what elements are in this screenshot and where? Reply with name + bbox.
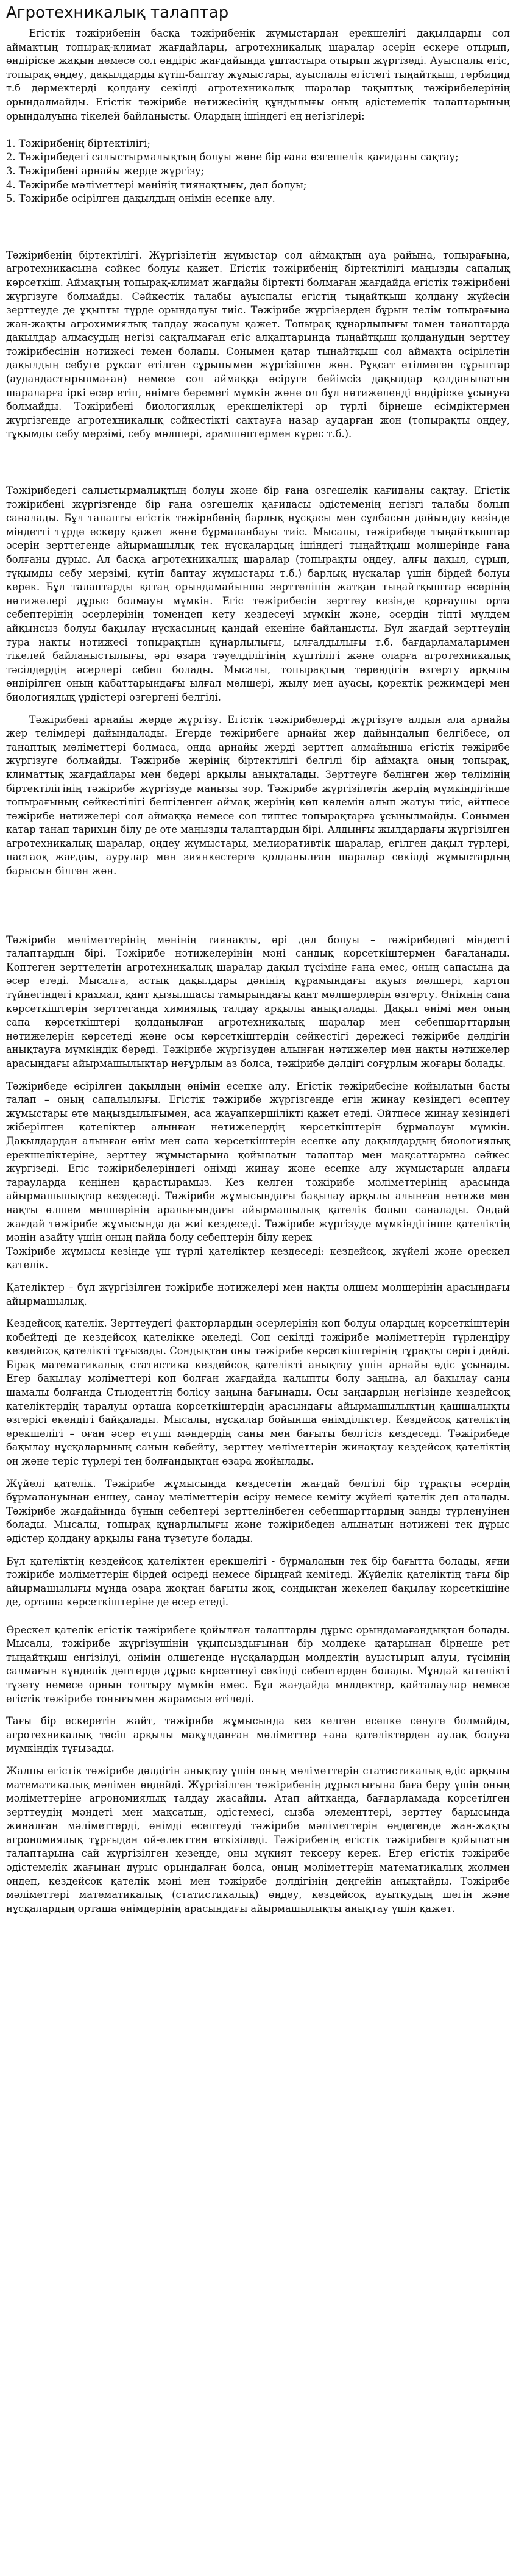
section-gross-error: Өрескел қателік егістік тәжірибеге қойылған талаптарды дұрыс орындамағандықтан болады. Мысалы, тәжірибе жүргізушінің ұқыпсыздығынан бір мөлдеке қатарынан бірнеше рет тыңайтқыш енгізілуі, өнімін өлшегенде нұсқалардың мөлдектің ауыстырып алуы, түсімнің салмағын күнделік дәптерде дұрыс көрсетпеуі секілді себептерден болады. Мұндай қателікті түзету немесе орнын толтыру мүмкін емес. Бұл жағдайда мөлдектер, қайталаулар немесе егістік тәжірибе тонығымен жарамсыз етіледі. [6, 1624, 510, 1705]
list-item: 3. Тәжірибені арнайы жерде жүргізу; [6, 165, 205, 177]
page-title: Агротехникалық талаптар [6, 4, 229, 22]
spacer [6, 705, 510, 713]
requirements-list [6, 137, 510, 206]
spacer [6, 1546, 510, 1555]
section-statistics: Жалпы егістік тәжірибе дәлдігін анықтау үшін оның мәліметтерін статистикалық әдіс арқылы математикалық мәлімен өңдейді. Жүргізілген тәжірибенің дұрыстығына баға беру үшін оның мәліметтеріне агрономиялық талдау жасайды. Атап айтқанда, бағдарламада көрсетілген зерттеудің мәндеті мен мақсатын, әдістемесі, сызба элементтері, зерттеу барысында жиналған мәліметтерді, өнімді есептеуді тәжірибе мәліметтерін өңдегенде жан-жақты агрономиялық тұрғыдан ой-електтен өткізіледі. Тәжірибенің егістік тәжірибеге қойылатын талаптарына сай жүргізілген кезеңде, оны мұқият тексеру керек. Егер егістік тәжірибе әдістемелік жағынан дұрыс орындалған болса, оның мәліметтерін математикалық жолмен өңдеп, кездейсоқ қателік мәні мен тәжірибе дәлдігінің деңгейін анықтайды. Тәжірибе мәліметтері математикалық (статистикалық) өңдеу, кездейсоқ ауытқудың шегін және нұсқалардың орташа өнімдерінің арасындағы айырмашылықты анықтау үшін қажет. [6, 1764, 510, 1914]
spacer [6, 1308, 510, 1317]
section-comparability: Тәжірибедегі салыстырмалықтың болуы және бір ғана өзгешелік қағиданы сақтау. Егістік тәжірибені жүргізгенде бір ғана өзгешелік қағидасы әдістеменің негізгі талабы болып саналады. Бұл талапты егістік тәжірибенің барлық нұсқасы мен сұлбасын дайындау кезінде міндетті түрде ескеру қажет және бұрмаланбауы тиіс. Мысалы, тәжірибеде тыңайтқыштар әсерін зерттегенде айырмашылық тек нұсқалардың ішіндегі тыңайтқыш мөлшерінде ғана болғаны дұрыс. Ал басқа агротехникалық шаралар (топырақты өңдеу, алғы дақыл, сұрып, тұқымды себу мерзімі, күтіп баптау жұмыстары т.б.) барлық нұсқалар үшін бірдей болуы керек. Бұл талаптарды қатаң орындамайынша зерттеліпін жатқан тыңайтқыштар әсерінің нәтижелері дұрыс болмауы мүмкін. Егіс тәжірибесін зерттеу кезінде қорғаушы орта себептерінің әсерлерінің төмендеп кету кездесеуі мүмкін және, әсердің тіпті мүлдем айқынсыз болуы бақылау нұсқасының қандай екеніне байланысты. Бұл жағдай зерттеудің тура нақты нәтижесі топырақтың құнарлылығы, ылғалдылығы т.б. бағдарламаларымен тікелей байланыстылығы, әрі өзара тәуелділігінің күштілігі және оларға агротехникалық тәсілдердің әсерлері себеп болады. Мысалы, топырақтың тереңдігін өзгерту арқылы өндірілген оның қабаттарындағы ылғал мөлшері, жылу мен ауасы, қоректік режимдері мен биологиялық үрдістері өзгергені белгілі. [6, 485, 510, 703]
list-item: 4. Тәжірибе мәліметтері мәнінің тиянақтығы, дәл болуы; [6, 179, 307, 191]
section-systematic-difference: Бұл қателіктің кездейсоқ қателіктен ерекшелігі - бұрмаланың тек бір бағытта болады, яғни тәжірибе мәліметтерін бірдей өсіреді немесе бірыңғай кемітеді. Жүйелік қателіктің тағы бір айырмашылығы мұнда өзара жоқтан бағыты жоқ, сондықтан жекелеп бақылау көрсеткішіне де, орташа көрсеткіштеріне де әсер етеді. [6, 1555, 510, 1608]
spacer [6, 1272, 510, 1281]
section-error-types: Тәжірибе жұмысы кезінде үш түрлі қателіктер кездеседі: кездейсоқ, жүйелі және өрескел қателік. [6, 1245, 510, 1271]
spacer [6, 1071, 510, 1080]
section-error-definition: Қателіктер – бұл жүргізілген тәжірибе нәтижелері мен нақты өлшем мөлшерінің арасындағы айырмашылық. [6, 1281, 510, 1307]
section-accuracy: Тәжірибе мәліметтерінің мәнінің тиянақты, әрі дәл болуы – тәжірибедегі міндетті талаптардың бірі. Тәжірибе нәтижелерінің мәні сандық көрсеткіштермен бағаланады. Көптеген зерттелетін агротехникалық шаралар дақыл түсіміне ғана емес, оның сапасына да әсер етеді. Мысалға, астық дақылдары дәнінің құрамындағы ақуыз мөлшері, картоп түйнегіндегі крахмал, қант қызылшасы тамырындағы қант мөлшерлерін өзгерту. Өнімнің сапа көрсеткіштерін зерттеганда химиялық талдау арқылы анықталады. Дақыл өнімі мен оның сапа көрсеткіштері қолданылған агротехникалық шаралар мен себепшарттардың нәтижелерін көрсетеді және осы көрсеткіштердің сәйкестігі дәрежесі тәжірибе дәлдігін анықтауға мүмкіндік береді. Тәжірибе жүргізуден алынған нәтижелер мен нақты нәтижелер арасындағы айырмашылықтар неғұрлым аз болса, тәжірибе дәлдігі соғұрлым жоғары болады. [6, 933, 510, 1069]
spacer [6, 1610, 510, 1624]
section-random-error: Кездейсоқ қателік. Зерттеудегі факторлардың әсерлерінің көп болуы олардың көрсеткіштерін көбейтеді де кездейсоқ қателікке әкеледі. Соп секілді тәжірибе мәліметтерін түрлендіру кездейсоқ қателікті тұғызады. Сондықтан оны тәжірибе көрсеткіштерінің тұрақты серігі дейді. Бірақ математикалық статистика кездейсоқ қателікті анықтау үшін арнайы әдіс ұсынады. Егер бақылау мәліметтері көп болған жағдайда қалыпты бөлу заңына, ал бақылау саны шамалы болғанда Стьюденттің бөлісу заңына бағынады. Осы заңдардың негізінде кездейсоқ қателіктердің таралуы орташа көрсеткіштердің арасындағы айырмашылықтың қашшалықты өзгерісі екендігі байқалады. Мысалы, нұсқалар бойынша өнімділіктер. Кездейсоқ қателіктің ерекшелігі – оған әсер етуші мәндердің саны мен бағыты белгісіз кездеседі. Тәжірибеде бақылау нұсқаларының санын көбейту, зерттеу мәліметтерін жинақтау кездейсоқ қателіктің оң және теріс түрлері тең болғандықтан өзара жойылады. [6, 1318, 510, 1468]
spacer [6, 1706, 510, 1714]
section-systematic-error: Жүйелі қателік. Тәжірибе жұмысында кездесетін жағдай белгілі бір тұрақты әсердің бұрмалануынан еншеу, санау мәліметтерін өсіру немесе кеміту жүйелі қателік деп аталады. Тәжірибе жағдайында бұның себептері зерттелінбеген себепшарттардың заңды түрленуінен болады. Мысалы, топырақ құнарлылығы және тәжірибеден алынатын нәтижені тек дұрыс әдістер қолдану арқылы ғана түзетуге болады. [6, 1477, 510, 1544]
list-item: 2. Тәжірибедегі салыстырмалықтың болуы және бір ғана өзгешелік қағиданы сақтау; [6, 151, 459, 163]
section-yield-accounting: Тәжірибеде өсірілген дақылдың өнімін есепке алу. Егістік тәжірибесіне қойылатын басты талап – оның сапалылығы. Егістік тәжірибе жүргізгенде егін жинау кезіндегі есептеу жұмыстары өте маңыздылығымен, аса жауапкершілікті қажет етеді. Әйтпесе жинау кезіндегі жіберілген қателіктер алынған нәтижелердің көрсеткіштерін бұрмалауы мүмкін. Дақылдардан алынған өнім мен сапа көрсеткіштерін есепке алу дақылдардың биологиялық ерекшеліктеріне, зерттеу жұмыстарына қойылатын талаптар мен мақсаттарына сәйкес жүргізеді. Егіс тәжірибелеріндегі өнімді жинау және есепке алу жұмыстарын алдағы тарауларда кеңінен қарастырамыз. Кез келген тәжірибе мәліметтерінің арасында айырмашылықтар кездеседі. Тәжірибе жұмысындағы бақылау арқылы алынған нәтиже мен нақты өлшем мөлшерінің аралығындағы айырмашылық қателік болып саналады. Ондай жағдай тәжірибе жұмысында да жиі кездеседі. Тәжірибе жүргізуде мүмкіндігінше қателіктің мәнін азайту үшін оның пайда болу себептерін білу керек [6, 1080, 510, 1244]
spacer [6, 441, 510, 484]
spacer [6, 1469, 510, 1477]
spacer [6, 123, 510, 137]
list-item: 1. Тәжірибенің біртектілігі; [6, 137, 151, 149]
section-special-plot: Тәжірибені арнайы жерде жүргізу. Егістік тәжірибелерді жүргізуге алдын ала арнайы жер телімдері дайындалады. Егерде тәжірибеге арнайы жер дайындалып белгібесе, ол танаптық мәліметтері болмаса, онда арнайы жерді зерттеп алмайынша егістік тәжірибе жүргізуге болмайды. Тәжірибе жерінің біртектілігі белгілі бір аймақта оның топырақ, климаттық жағдайлары мен бедері арқылы анықталады. Зерттеуге бөлінген жер телімінің біртектілігінің тәжірибе жүргізуде маңызы зор. Тәжірибе жүргізілетін жердің мүмкіндігінше топырағының сәйкестілігі белгіленген аймақ жерінің көп көлемін алып жатуы тиіс, әйтпесе тәжірибе нәтижелері сол аймаққа немесе сол типтес топырақтарға ұсынылмайды. Сонымен қатар танап тарихын білу де өте маңызды талаптардың бірі. Алдыңғы жылдардағы жүргізілген агротехникалық шаралар, өңдеу жұмыстары, мелиоративтік шаралар, егілген дақыл түрлері, пастаоқ жағдаы, аурулар мен зиянкестерге қолданылған шаралар секілді жұмыстардың барысын білген жөн. [6, 713, 510, 877]
spacer [6, 1756, 510, 1764]
spacer [6, 879, 510, 933]
list-item: 5. Тәжірибе өсірілген дақылдың өнімін есепке алу. [6, 193, 275, 205]
section-note: Тағы бір ескеретін жайт, тәжірибе жұмысында кез келген есепке сенуге болмайды, агротехникалық тәсіл арқылы мақұлданған мәліметтер ғана қателіктерден аулақ болуға мүмкіндік тұғызады. [6, 1715, 510, 1755]
section-homogeneity: Тәжірибенің біртектілігі. Жүргізілетін жұмыстар сол аймақтың ауа райына, топырағына, агротехникасына сәйкес болуы қажет. Егістік тәжірибенің біртектілігі маңызды сапалық көрсеткіш. Аймақтың топырақ-климат жағдайы біртекті болмаған жағдайда егістік тәжірибені жүргізуге болмайды. Сәйкестік талабы ауыспалы егістің тыңайтқыш қолдану жүйесін зерттеуде де ұқыпты түрде орындалуы тиіс. Тәжірибе жүргізерден бұрын телім топырағына жан-жақты агрохимиялық талдау жасалуы қажет. Топырақ құнарлылығы тамен танаптарда дақылдар алмасудың негізі сақталмаған егіс алқаптарында тыңайтқыш қолданудың зерттеу тәжірибесінің нәтижесі темен болады. Сонымен қатар тыңайтқыш сол аймақта өсірілетін дақылдың себуге рұқсат етілген сұрыпымен жүргізілген жөн. Рұқсат етілмеген сұрыптар (аудандастырылмаған) немесе сол аймаққа өсіруге бейімсіз дақылдар қолданылатын шараларға іркі әсер етіп, өнімге беремегі мүмкін және ол бұл нәтижеленді өндіріске ұсынуға болмайды. Тәжірибені биологиялық ерекшеліктері әр түрлі бірнеше есімдіктермен жүргізгенде агротехникалық сәйкестікті сақтауға назар аударған жөн (топырақты өңдеу, тұқымды себу мерзімі, себу мөлшері, арамшөптермен күрес т.б.). [6, 249, 510, 440]
intro-paragraph: Егістік тәжірибенің басқа тәжірибенік жұмыстардан ерекшелігі дақылдарды сол аймақтың топырақ-климат жағдайлары, агротехникалық шаралар әсерін ескере отырып, өндіріске жақын немесе сол өндіріс жағдайында ұштастыра отырып жүргізеді. Ауыспалы егіс, топырақ өңдеу, дақылдарды күтіп-баптау жұмыстары, ауыспалы егістегі тыңайтқыш, гербицид т.б дәрмектерді қолдану секілді агротехникалық шаралар тақыптық тәжірибелерінің орындалмайды. Егістік тәжірибе нәтижесінің құндылығы оның әдістемелік талаптарының орындалуына тікелей байланысты. Олардың ішіндегі ең негізгілері: [6, 27, 510, 122]
spacer [6, 206, 510, 249]
